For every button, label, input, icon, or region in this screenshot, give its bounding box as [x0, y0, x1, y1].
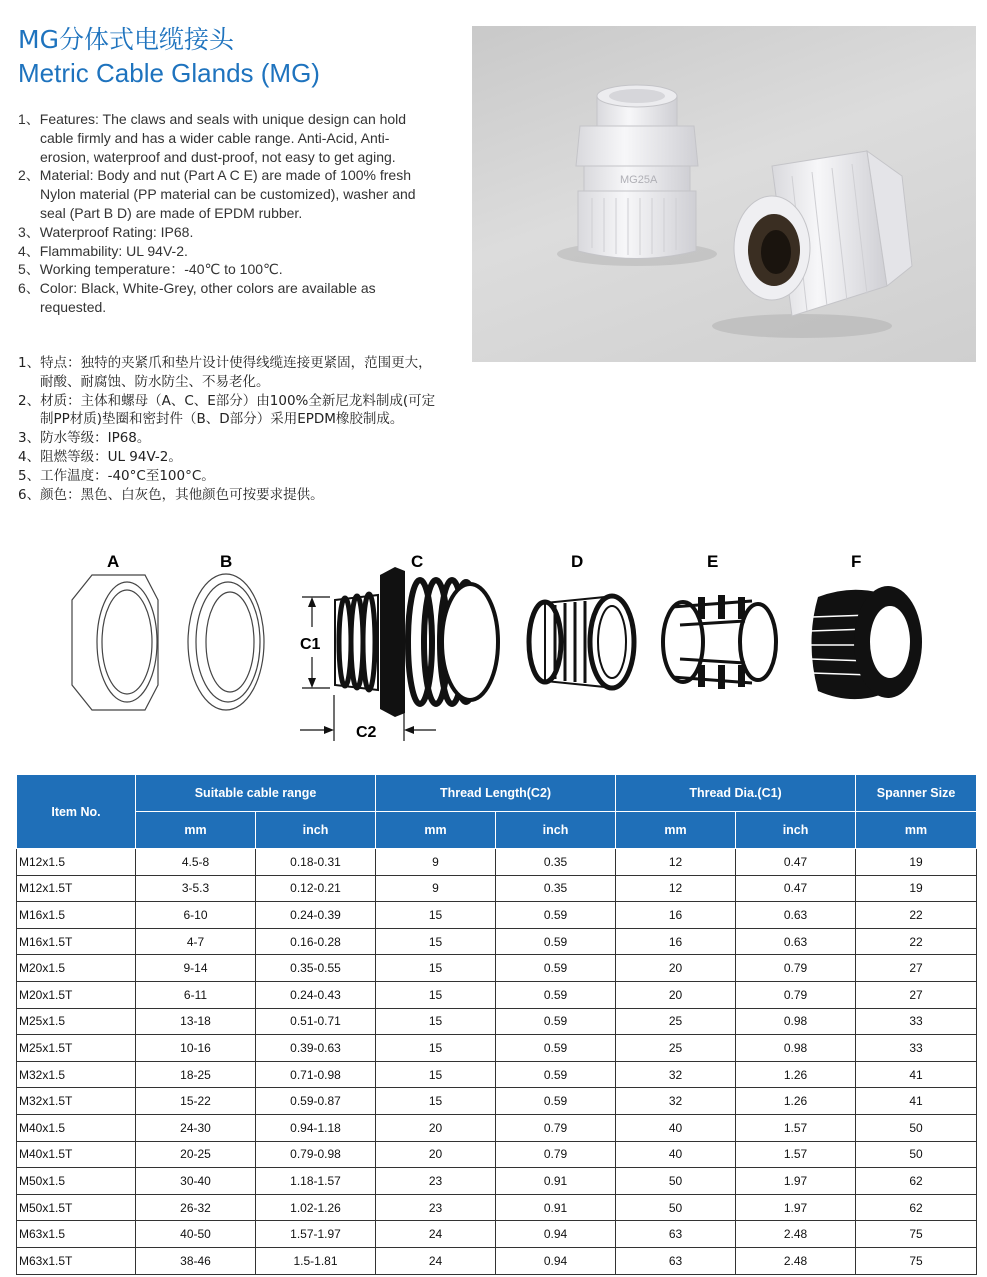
dimension-c1-label: C1 — [300, 636, 321, 653]
table-cell: 0.59 — [496, 1035, 616, 1062]
table-cell: 63 — [616, 1247, 736, 1274]
table-cell: 6-11 — [136, 981, 256, 1008]
item-number-cell: M25x1.5T — [17, 1035, 136, 1062]
table-row — [17, 981, 977, 1008]
table-cell: 0.98 — [736, 1035, 856, 1062]
table-cell: 1.97 — [736, 1168, 856, 1195]
table-row — [17, 1247, 977, 1274]
table-cell: 1.26 — [736, 1061, 856, 1088]
item-number-cell: M12x1.5T — [17, 875, 136, 902]
table-cell: 0.71-0.98 — [256, 1061, 376, 1088]
feature-en-item: 2、Material: Body and nut (Part A C E) are made of 100% fresh Nylon material (PP material can be customized), washer and seal (Part B D) are made of EPDM rubber. — [18, 167, 416, 221]
subheader-inch: inch — [496, 812, 616, 849]
item-number-cell: M50x1.5 — [17, 1168, 136, 1195]
table-cell: 1.5-1.81 — [256, 1247, 376, 1274]
table-cell: 15 — [376, 955, 496, 982]
part-e-claw-icon — [663, 595, 776, 689]
table-cell: 0.12-0.21 — [256, 875, 376, 902]
table-cell: 24-30 — [136, 1114, 256, 1141]
table-cell: 15-22 — [136, 1088, 256, 1115]
table-cell: 41 — [856, 1061, 977, 1088]
table-cell: 22 — [856, 928, 977, 955]
table-cell: 62 — [856, 1168, 977, 1195]
table-cell: 0.59 — [496, 981, 616, 1008]
table-cell: 10-16 — [136, 1035, 256, 1062]
table-cell: 33 — [856, 1035, 977, 1062]
table-row — [17, 1141, 977, 1168]
item-number-cell: M25x1.5 — [17, 1008, 136, 1035]
table-cell: 25 — [616, 1008, 736, 1035]
table-cell: 12 — [616, 875, 736, 902]
part-label-d: D — [571, 552, 584, 571]
table-cell: 0.39-0.63 — [256, 1035, 376, 1062]
subheader-inch: inch — [256, 812, 376, 849]
table-cell: 75 — [856, 1221, 977, 1248]
item-number-cell: M40x1.5T — [17, 1141, 136, 1168]
table-cell: 12 — [616, 849, 736, 876]
table-cell: 0.35 — [496, 875, 616, 902]
table-cell: 20 — [376, 1141, 496, 1168]
table-cell: 0.79 — [736, 981, 856, 1008]
table-cell: 1.26 — [736, 1088, 856, 1115]
table-cell: 0.59-0.87 — [256, 1088, 376, 1115]
table-cell: 9 — [376, 849, 496, 876]
table-cell: 26-32 — [136, 1194, 256, 1221]
table-cell: 0.94 — [496, 1247, 616, 1274]
table-row — [17, 1114, 977, 1141]
table-row — [17, 1194, 977, 1221]
table-cell: 2.48 — [736, 1247, 856, 1274]
table-cell: 0.35 — [496, 849, 616, 876]
item-number-cell: M63x1.5T — [17, 1247, 136, 1274]
table-row — [17, 1061, 977, 1088]
table-cell: 41 — [856, 1088, 977, 1115]
table-cell: 0.94 — [496, 1221, 616, 1248]
table-cell: 18-25 — [136, 1061, 256, 1088]
table-cell: 4-7 — [136, 928, 256, 955]
part-label-f: F — [851, 552, 862, 571]
part-c-body-icon — [300, 567, 498, 741]
table-cell: 0.98 — [736, 1008, 856, 1035]
table-cell: 19 — [856, 849, 977, 876]
table-cell: 0.51-0.71 — [256, 1008, 376, 1035]
item-number-cell: M12x1.5 — [17, 849, 136, 876]
table-row — [17, 955, 977, 982]
table-cell: 0.59 — [496, 928, 616, 955]
header-thread-length: Thread Length(C2) — [376, 775, 616, 812]
subheader-inch: inch — [736, 812, 856, 849]
table-cell: 6-10 — [136, 902, 256, 929]
table-cell: 0.59 — [496, 1061, 616, 1088]
table-cell: 15 — [376, 1035, 496, 1062]
table-cell: 9 — [376, 875, 496, 902]
part-label-e: E — [707, 552, 719, 571]
table-row — [17, 928, 977, 955]
table-cell: 75 — [856, 1247, 977, 1274]
photo-marking: MG25A — [620, 174, 658, 186]
feature-cn-item: 1、特点：独特的夹紧爪和垫片设计使得线缆连接更紧固，范围更大，耐酸、耐腐蚀、防水防尘、不易老化。 — [18, 355, 432, 390]
table-cell: 15 — [376, 981, 496, 1008]
table-cell: 23 — [376, 1194, 496, 1221]
table-cell: 0.47 — [736, 875, 856, 902]
feature-cn-item: 2、材质：主体和螺母（A、C、E部分）由100%全新尼龙料制成(可定制PP材质)垫圈和密封件（B、D部分）采用EPDM橡胶制成。 — [18, 392, 436, 428]
table-cell: 1.18-1.57 — [256, 1168, 376, 1195]
specification-table-body — [17, 849, 977, 1275]
table-cell: 20 — [376, 1114, 496, 1141]
title-english: Metric Cable Glands (MG) — [18, 58, 320, 88]
table-cell: 0.59 — [496, 955, 616, 982]
table-cell: 50 — [856, 1114, 977, 1141]
table-cell: 9-14 — [136, 955, 256, 982]
table-cell: 50 — [616, 1194, 736, 1221]
item-number-cell: M20x1.5T — [17, 981, 136, 1008]
item-number-cell: M32x1.5 — [17, 1061, 136, 1088]
table-cell: 20 — [616, 955, 736, 982]
header-cable-range: Suitable cable range — [136, 775, 376, 812]
table-cell: 13-18 — [136, 1008, 256, 1035]
table-row — [17, 875, 977, 902]
part-label-b: B — [220, 552, 233, 571]
table-row — [17, 1168, 977, 1195]
table-cell: 24 — [376, 1221, 496, 1248]
table-cell: 27 — [856, 981, 977, 1008]
item-number-cell: M50x1.5T — [17, 1194, 136, 1221]
part-label-a: A — [107, 552, 120, 571]
table-cell: 50 — [856, 1141, 977, 1168]
table-cell: 20 — [616, 981, 736, 1008]
table-cell: 0.59 — [496, 1088, 616, 1115]
feature-en-item: 3、Waterproof Rating: IP68. — [18, 223, 194, 240]
exploded-parts-diagram — [0, 545, 987, 750]
table-row — [17, 1008, 977, 1035]
table-cell: 0.35-0.55 — [256, 955, 376, 982]
part-a-nut-icon — [72, 575, 158, 710]
features-english-list — [18, 110, 428, 317]
table-cell: 32 — [616, 1061, 736, 1088]
table-cell: 0.91 — [496, 1168, 616, 1195]
table-cell: 15 — [376, 1088, 496, 1115]
feature-cn-item: 4、阻燃等级：UL 94V-2。 — [18, 448, 182, 465]
table-cell: 1.57 — [736, 1141, 856, 1168]
part-label-c: C — [411, 552, 424, 571]
table-cell: 0.24-0.43 — [256, 981, 376, 1008]
features-chinese-list — [18, 354, 438, 504]
subheader-mm: mm — [856, 812, 977, 849]
table-cell: 0.18-0.31 — [256, 849, 376, 876]
table-cell: 40 — [616, 1141, 736, 1168]
feature-en-item: 4、Flammability: UL 94V-2. — [18, 242, 188, 259]
table-row — [17, 902, 977, 929]
table-cell: 16 — [616, 902, 736, 929]
table-cell: 0.94-1.18 — [256, 1114, 376, 1141]
table-cell: 63 — [616, 1221, 736, 1248]
table-cell: 40 — [616, 1114, 736, 1141]
product-photo — [472, 26, 976, 362]
subheader-mm: mm — [616, 812, 736, 849]
item-number-cell: M63x1.5 — [17, 1221, 136, 1248]
title-chinese: MG分体式电缆接头 — [18, 25, 234, 54]
part-d-seal-icon — [529, 596, 634, 688]
feature-en-item: 5、Working temperature：-40℃ to 100℃. — [18, 261, 283, 278]
table-cell: 16 — [616, 928, 736, 955]
feature-cn-item: 5、工作温度：-40°C至100°C。 — [18, 467, 215, 484]
table-cell: 24 — [376, 1247, 496, 1274]
item-number-cell: M32x1.5T — [17, 1088, 136, 1115]
part-f-cap-nut-icon — [810, 586, 922, 699]
table-cell: 0.79 — [736, 955, 856, 982]
table-row — [17, 849, 977, 876]
item-number-cell: M16x1.5 — [17, 902, 136, 929]
cable-gland-photo-illustration — [472, 26, 976, 362]
table-cell: 38-46 — [136, 1247, 256, 1274]
table-cell: 3-5.3 — [136, 875, 256, 902]
table-cell: 0.59 — [496, 902, 616, 929]
table-cell: 2.48 — [736, 1221, 856, 1248]
item-number-cell: M40x1.5 — [17, 1114, 136, 1141]
table-cell: 1.57-1.97 — [256, 1221, 376, 1248]
subheader-mm: mm — [136, 812, 256, 849]
table-cell: 0.79 — [496, 1141, 616, 1168]
table-cell: 0.79 — [496, 1114, 616, 1141]
table-cell: 25 — [616, 1035, 736, 1062]
feature-cn-item: 3、防水等级：IP68。 — [18, 430, 151, 447]
table-cell: 19 — [856, 875, 977, 902]
table-cell: 40-50 — [136, 1221, 256, 1248]
table-cell: 0.59 — [496, 1008, 616, 1035]
table-cell: 15 — [376, 902, 496, 929]
table-cell: 50 — [616, 1168, 736, 1195]
table-cell: 62 — [856, 1194, 977, 1221]
table-cell: 32 — [616, 1088, 736, 1115]
table-cell: 15 — [376, 928, 496, 955]
subheader-mm: mm — [376, 812, 496, 849]
header-thread-dia: Thread Dia.(C1) — [616, 775, 856, 812]
table-cell: 1.02-1.26 — [256, 1194, 376, 1221]
dimension-c2-label: C2 — [356, 724, 377, 741]
table-row — [17, 1035, 977, 1062]
table-cell: 4.5-8 — [136, 849, 256, 876]
table-cell: 30-40 — [136, 1168, 256, 1195]
table-cell: 15 — [376, 1061, 496, 1088]
table-cell: 0.24-0.39 — [256, 902, 376, 929]
feature-en-item: 1、Features: The claws and seals with unique design can hold cable firmly and has a wider cable range. Anti-Acid, Anti-erosion, waterproof and dust-proof, not easy to get aging. — [18, 111, 407, 165]
table-cell: 22 — [856, 902, 977, 929]
table-cell: 15 — [376, 1008, 496, 1035]
table-cell: 0.91 — [496, 1194, 616, 1221]
table-cell: 0.47 — [736, 849, 856, 876]
table-cell: 23 — [376, 1168, 496, 1195]
table-cell: 0.79-0.98 — [256, 1141, 376, 1168]
feature-cn-item: 6、颜色：黑色、白灰色，其他颜色可按要求提供。 — [18, 486, 324, 503]
item-number-cell: M20x1.5 — [17, 955, 136, 982]
specification-table — [16, 774, 977, 1275]
table-cell: 33 — [856, 1008, 977, 1035]
table-cell: 27 — [856, 955, 977, 982]
table-cell: 0.63 — [736, 928, 856, 955]
header-item-no: Item No. — [17, 775, 136, 849]
table-cell: 0.63 — [736, 902, 856, 929]
table-row — [17, 1088, 977, 1115]
table-cell: 0.16-0.28 — [256, 928, 376, 955]
table-cell: 1.97 — [736, 1194, 856, 1221]
table-row — [17, 1221, 977, 1248]
feature-en-item: 6、Color: Black, White-Grey, other colors are available as requested. — [18, 280, 376, 315]
item-number-cell: M16x1.5T — [17, 928, 136, 955]
part-b-washer-icon — [188, 574, 264, 710]
table-cell: 20-25 — [136, 1141, 256, 1168]
table-cell: 1.57 — [736, 1114, 856, 1141]
header-spanner-size: Spanner Size — [856, 775, 977, 812]
